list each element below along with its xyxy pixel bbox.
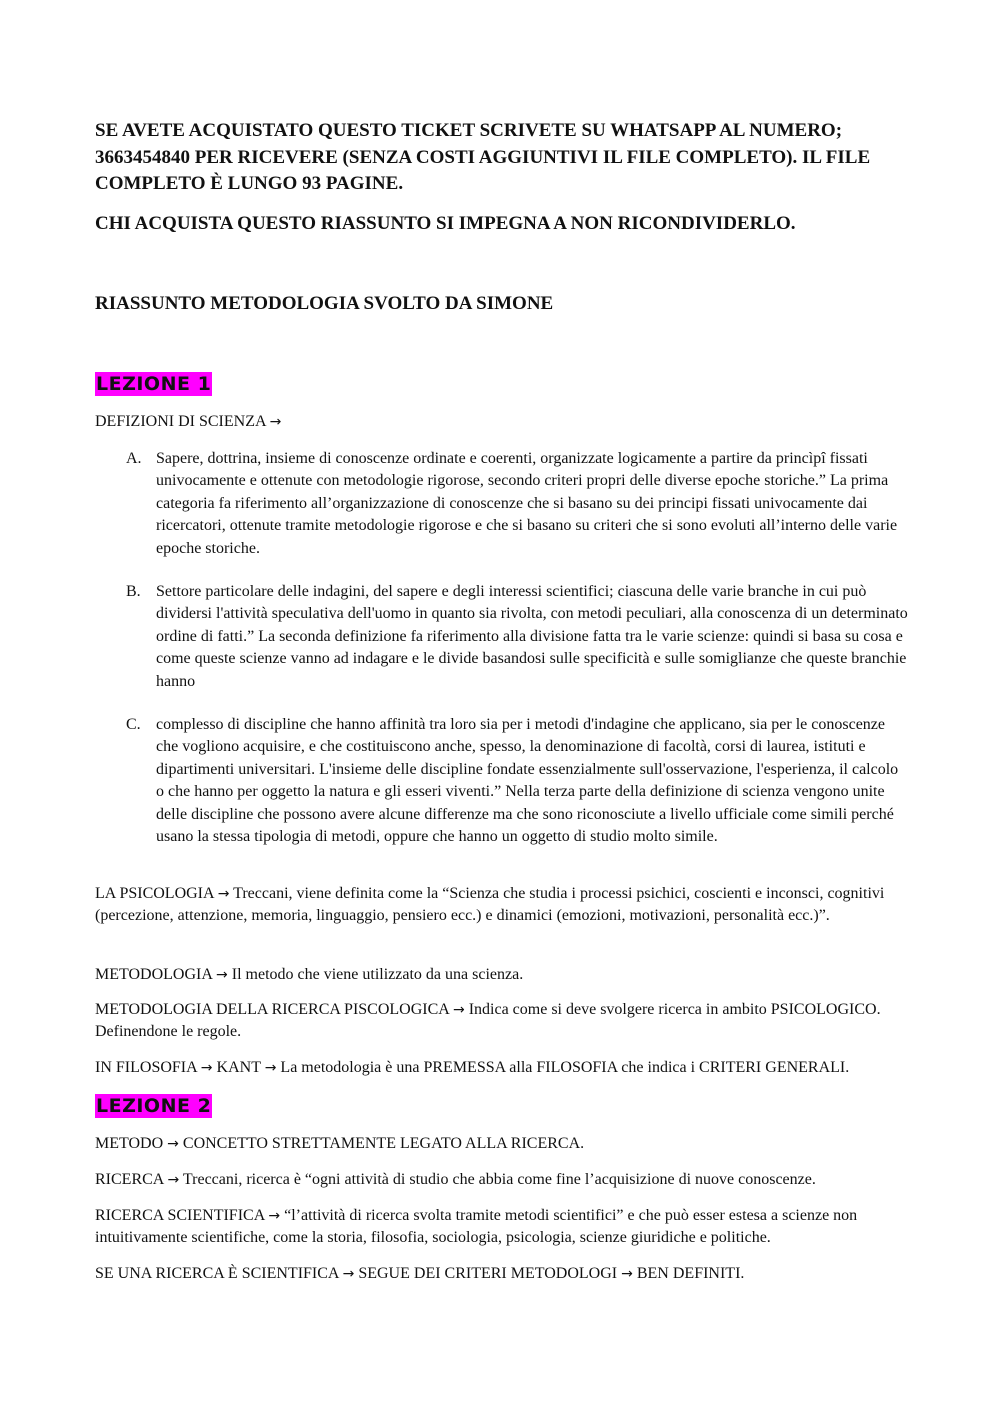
arrow-icon: → <box>621 1266 633 1282</box>
list-letter: A. <box>126 450 142 467</box>
arrow-icon: → <box>264 1060 277 1076</box>
scientific-criteria-paragraph: SE UNA RICERCA È SCIENTIFICA → SEGUE DEI CRITERI METODOLOGI → BEN DEFINITI. <box>95 1265 745 1282</box>
psychology-paragraph: LA PSICOLOGIA → Treccani, viene definita come la “Scienza che studia i processi psichici, coscienti e inconsci, cognitivi (percezione, attenzione, memoria, linguaggio, pensiero ecc.) e dinamici (emozioni, motivazioni, personalità ecc.)”. <box>95 885 885 925</box>
list-letter: C. <box>126 716 141 733</box>
definition-text: Settore particolare delle indagini, del sapere e degli interessi scientifici; ciascuna delle varie branche in cui può dividersi l'attività speculativa dell'uomo in quanto sia rivolta, con metodi peculiari, alla conoscenza di un determinato ordine di fatti.” La seconda definizione fa riferimento alla divisione fatta tra le varie scienze: quindi si basa su cosa e come queste scienze vanno ad indagare e le divide basandosi sulle specificità e sulle somiglianze che queste branchie hanno <box>156 583 908 690</box>
arrow-icon: → <box>342 1266 355 1282</box>
arrow-icon: → <box>268 1208 281 1224</box>
methodology-paragraph: METODOLOGIA → Il metodo che viene utilizzato da una scienza. <box>95 966 524 983</box>
lesson-1-heading: LEZIONE 1 <box>96 373 212 395</box>
research-paragraph: RICERCA → Treccani, ricerca è “ogni attività di studio che abbia come fine l’acquisizione di nuove conoscenze. <box>95 1171 816 1188</box>
arrow-icon: → <box>217 886 230 902</box>
purchase-notice: SE AVETE ACQUISTATO QUESTO TICKET SCRIVETE SU WHATSAPP AL NUMERO; 3663454840 PER RICEVERE (SENZA COSTI AGGIUNTIVI IL FILE COMPLETO). IL FILE COMPLETO È LUNGO 93 PAGINE. <box>95 120 871 194</box>
scientific-research-paragraph: RICERCA SCIENTIFICA → “l’attività di ricerca svolta tramite metodi scientifici” e che può esser estesa a scienze non intuitivamente scientifiche, come la storia, filosofia, sociologia, psicologia, scienze giuridiche e politiche. <box>95 1207 858 1247</box>
research-methodology-paragraph: METODOLOGIA DELLA RICERCA PISCOLOGICA → Indica come si deve svolgere ricerca in ambito PSICOLOGICO. Definendone le regole. <box>95 1001 881 1041</box>
definition-text: complesso di discipline che hanno affinità tra loro sia per i metodi d'indagine che applicano, sia per le conoscenze che vogliono acquisire, e che costituiscono anche, spesso, la denominazione di facoltà, corsi di laurea, istituti e dipartimenti universitari. L'insieme delle discipline fondate essenzialmente sull'osservazione, l'esperienza, il calcolo o che hanno per oggetto la natura e gli esseri viventi.” Nella terza parte della definizione di scienza vengono unite delle discipline che possono avere alcune differenze ma che sono riconosciute a livello ufficiale come simili perché usano la stessa tipologia di metodi, oppure che hanno un oggetto di studio molto simile. <box>156 716 899 846</box>
philosophy-paragraph: IN FILOSOFIA → KANT → La metodologia è una PREMESSA alla FILOSOFIA che indica i CRITERI GENERALI. <box>95 1059 850 1076</box>
lesson-2-heading: LEZIONE 2 <box>96 1095 212 1117</box>
no-resharing-notice: CHI ACQUISTA QUESTO RIASSUNTO SI IMPEGNA A NON RICONDIVIDERLO. <box>95 213 796 234</box>
arrow-icon: → <box>452 1002 465 1018</box>
arrow-icon: → <box>167 1172 180 1188</box>
arrow-icon: → <box>216 967 228 983</box>
document-title: RIASSUNTO METODOLOGIA SVOLTO DA SIMONE <box>95 293 554 314</box>
arrow-icon: → <box>200 1060 213 1076</box>
definition-item-a <box>95 448 910 560</box>
science-definitions-label: DEFIZIONI DI SCIENZA → <box>95 413 282 430</box>
arrow-icon: → <box>269 414 282 430</box>
method-paragraph: METODO → CONCETTO STRETTAMENTE LEGATO ALLA RICERCA. <box>95 1135 585 1152</box>
list-letter: B. <box>126 583 141 600</box>
arrow-icon: → <box>167 1136 179 1152</box>
definition-item-b <box>95 581 910 693</box>
definition-text: Sapere, dottrina, insieme di conoscenze ordinate e coerenti, organizzate logicamente a partire da princìpî fissati univocamente e ottenute con metodologie rigorose, secondo criteri propri delle diverse epoche storiche.” La prima categoria fa riferimento all’organizzazione di conoscenze che si basano su dei principi fissati univocamente dai ricercatori, ottenute tramite metodologie rigorose e che si basano su criteri che si sono evoluti all’interno delle varie epoche storiche. <box>156 450 898 557</box>
definition-item-c <box>95 714 910 848</box>
